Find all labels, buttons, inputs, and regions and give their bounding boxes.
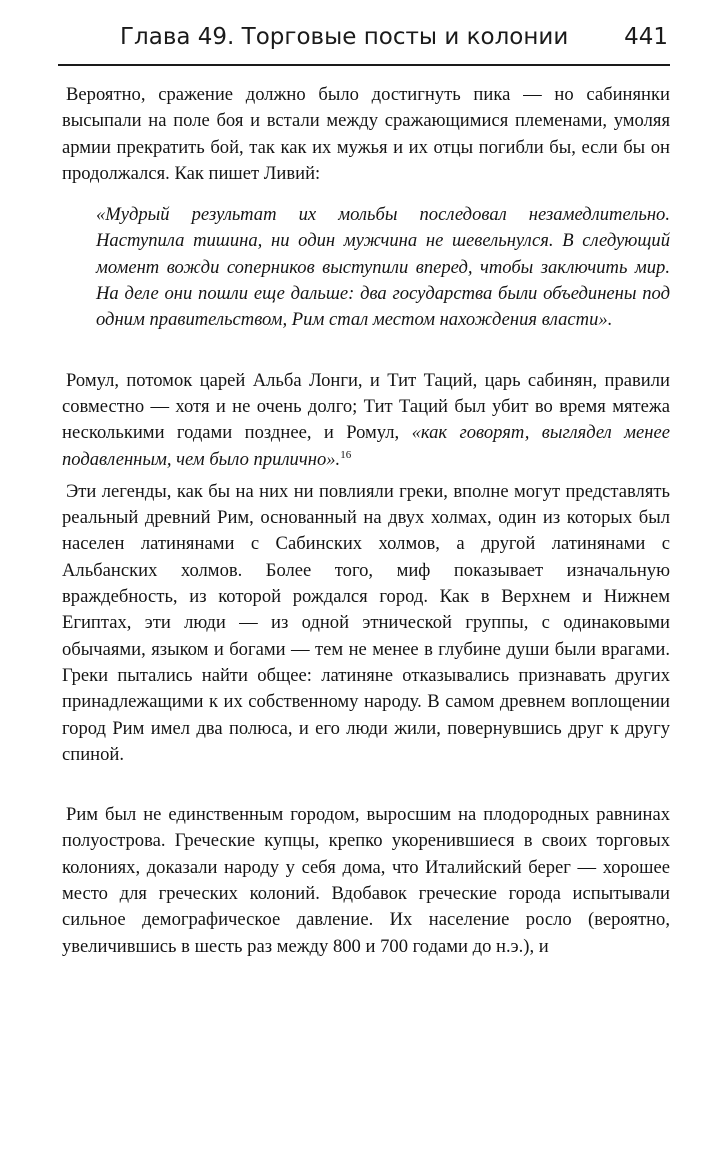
running-head: Глава 49. Торговые посты и колонии — [120, 24, 569, 50]
header-rule — [58, 64, 670, 66]
paragraph-2 — [62, 368, 670, 473]
paragraph-2-quote: «как говорят, выглядел менее подавленным, чем было прилично». — [62, 422, 670, 470]
paragraph-4: Рим был не единственным городом, выросшим на плодородных равнинах полуострова. Греческие купцы, крепко укоренившиеся в своих торговых колониях, доказали народу у себя дома, что Италийский берег — хорошее место для греческих колоний. Вдобавок греческие города испытывали сильное демографическое давление. Их население росло (вероятно, увеличившись в шесть раз между 800 и 700 годами до н.э.), и — [62, 804, 670, 957]
livy-quote: «Мудрый результат их мольбы последовал незамедлительно. Наступила тишина, ни один мужчина не шевельнулся. В следующий момент вожди соперников выступили вперед, чтобы заключить мир. На деле они пошли еще дальше: два государства были объединены под одним правительством, Рим стал местом нахождения власти». — [96, 204, 670, 331]
page-header — [58, 20, 670, 60]
footnote-marker: 16 — [340, 448, 352, 461]
paragraph-3: Эти легенды, как бы на них ни повлияли греки, вполне могут представлять реальный древний Рим, основанный на двух холмах, один из которых был населен латинянами с Сабинских холмов, а другой латинянами с Альбанских холмов. Более того, миф показывает изначальную враждебность, из которой рождался город. Как в Верхнем и Нижнем Египтах, эти люди — из одной этнической группы, с одинаковыми обычаями, языком и богами — тем не менее в глубине души были врагами. Греки пытались найти общее: латиняне отказывались признавать других принадлежащими к их собственному народу. В самом древнем воплощении город Рим имел два полюса, и его люди жили, повернувшись друг к другу спиной. — [62, 480, 670, 765]
paragraph-2-text: Ромул, потомок царей Альба Лонги, и Тит Таций, царь сабинян, правили совместно — хотя и не очень долго; Тит Таций был убит во время мятежа несколькими годами позднее, и Ромул, — [62, 369, 670, 444]
page-body — [62, 82, 670, 960]
page-number: 441 — [624, 24, 668, 50]
paragraph-1: Вероятно, сражение должно было достигнуть пика — но сабинянки высыпали на поле боя и встали между сражающимися племенами, умоляя армии прекратить бой, так как их мужья и их отцы погибли бы, если бы он продолжался. Как пишет Ливий: — [62, 84, 670, 184]
